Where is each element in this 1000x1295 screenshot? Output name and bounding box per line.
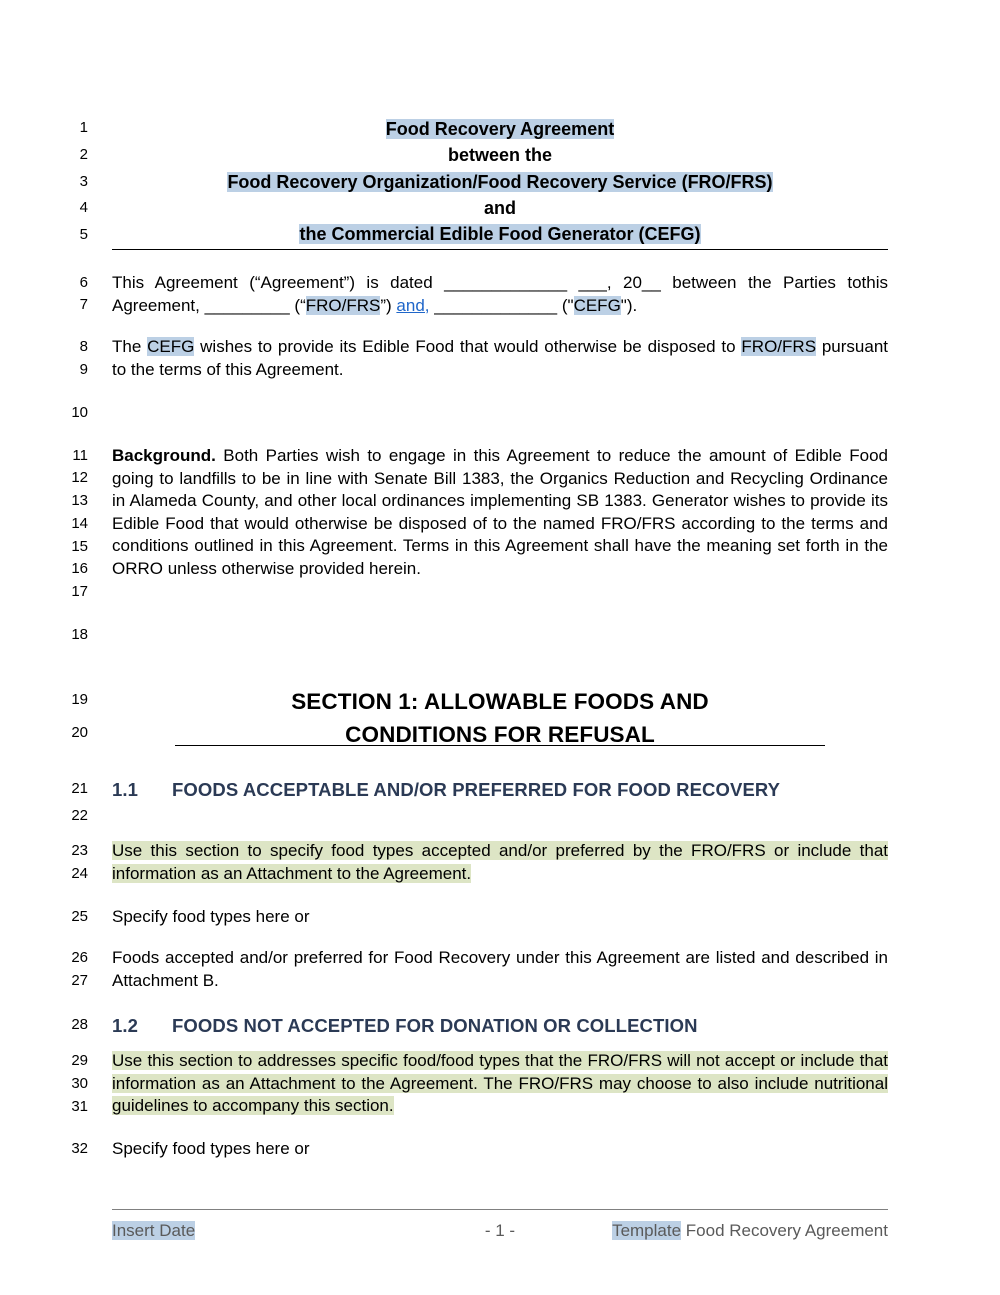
background-label: Background.: [112, 446, 216, 465]
line-number: 5: [79, 226, 88, 243]
line-number: 22: [71, 807, 88, 824]
subsection-1-2-prompt: [112, 1138, 888, 1161]
line-number: 19: [71, 691, 88, 708]
instruction-text: Use this section to specify food types accepted and/or preferred by the FRO/FRS or include that information as an Attachment to the Agreement.: [112, 841, 888, 883]
line-number: 4: [79, 199, 88, 216]
paragraph-wishes: [112, 336, 888, 381]
prompt-text: Specify food types here or: [112, 907, 310, 926]
line-number: 28: [71, 1016, 88, 1033]
line-number: 6: [79, 274, 88, 291]
background-body: Both Parties wish to engage in this Agreement to reduce the amount of Edible Food going to landfills to be in line with Senate Bill 1383, the Organics Reduction and Recycling Ordinance in Alameda County, and other local ordinances implementing SB 1383. Generator wishes to provide its Edible Food that would otherwise be disposed of to the named FRO/FRS according to the terms and conditions outlined in this Agreement. Terms in this Agreement shall have the meaning set forth in the ORRO unless otherwise provided herein.: [112, 446, 888, 578]
line-number: 14: [71, 515, 88, 532]
line-number: 17: [71, 583, 88, 600]
line-number: 3: [79, 173, 88, 190]
line-number: 32: [71, 1140, 88, 1157]
field-fro-frs: FRO/FRS: [741, 337, 817, 356]
parties-line-2-a: this Agreement, _________ (“: [112, 273, 888, 315]
line-number: 27: [71, 972, 88, 989]
parties-line-2-d: ").: [620, 295, 638, 315]
section-1-heading-line-1: SECTION 1: ALLOWABLE FOODS AND: [291, 689, 709, 714]
subsection-1-2-number: 1.2: [112, 1015, 139, 1036]
line-number: 29: [71, 1052, 88, 1069]
line-number: 12: [71, 469, 88, 486]
subsection-1-2-instruction: [112, 1050, 888, 1118]
insert-date-field: Insert Date: [112, 1221, 196, 1240]
field-cefg: CEFG: [147, 337, 195, 356]
title-line-5: [112, 221, 888, 247]
subsection-1-2-title: FOODS NOT ACCEPTED FOR DONATION OR COLLECTION: [172, 1015, 698, 1036]
subsection-1-1-body: [112, 947, 888, 992]
line-number: 13: [71, 492, 88, 509]
line-number: 15: [71, 538, 88, 555]
line-number: 16: [71, 560, 88, 577]
page-footer: [112, 1219, 888, 1243]
line-number: 1: [79, 119, 88, 136]
line-number: 8: [79, 338, 88, 355]
line-number: 7: [79, 296, 88, 313]
field-fro-frs: FRO/FRS: [305, 295, 381, 315]
field-cefg: CEFG: [573, 295, 621, 315]
line-number: 18: [71, 626, 88, 643]
line-number: 24: [71, 865, 88, 882]
tracked-insertion-and: and,: [396, 295, 430, 315]
parties-line-1: This Agreement (“Agreement”) is dated _____________ ___, 20__ between the Parties to: [112, 273, 862, 292]
doc-name-text: Food Recovery Agreement: [681, 1221, 888, 1240]
title-text: the Commercial Edible Food Generator (CEFG): [299, 224, 701, 245]
paragraph-parties: [112, 272, 888, 317]
paragraph-background: [112, 445, 888, 580]
line-number: 20: [71, 724, 88, 741]
subsection-1-1-instruction: [112, 840, 888, 885]
subsection-1-1-prompt: [112, 906, 888, 929]
line-number: 25: [71, 908, 88, 925]
document-title-block: [112, 116, 888, 247]
line-number: 10: [71, 404, 88, 421]
parties-line-2-b: ”): [380, 295, 397, 315]
parties-line-2-c: _____________ (": [429, 295, 574, 315]
line-number: 2: [79, 146, 88, 163]
section-1-heading-line-2: CONDITIONS FOR REFUSAL: [345, 722, 655, 747]
line-number: 9: [79, 361, 88, 378]
title-text: Food Recovery Organization/Food Recovery Service (FRO/FRS): [227, 171, 773, 192]
title-line-3: [112, 169, 888, 195]
line-number: 23: [71, 842, 88, 859]
line-number: 30: [71, 1075, 88, 1092]
instruction-text: Use this section to addresses specific food/food types that the FRO/FRS will not accept or include that information as an Attachment to the Agreement. The FRO/FRS may choose to also include nutritional guidelines to accompany this section.: [112, 1051, 888, 1115]
title-text: and: [483, 197, 516, 218]
footer-divider: [112, 1209, 888, 1210]
title-line-1: [112, 116, 888, 142]
subsection-1-1-number: 1.1: [112, 779, 139, 800]
title-divider: [112, 249, 888, 250]
line-number: 21: [71, 780, 88, 797]
prompt-text: Specify food types here or: [112, 1139, 310, 1158]
wishes-text-c: pursuant to the terms of this Agreement.: [112, 337, 888, 379]
title-line-4: [112, 195, 888, 221]
title-text: between the: [447, 145, 553, 166]
line-number: 11: [72, 447, 88, 464]
section-1-divider: [175, 745, 825, 746]
footer-page-number: - 1 -: [484, 1221, 516, 1240]
section-1-heading: [112, 685, 888, 751]
subsection-1-1-title: FOODS ACCEPTABLE AND/OR PREFERRED FOR FOOD RECOVERY: [172, 779, 781, 800]
line-number: 26: [71, 949, 88, 966]
title-line-2: [112, 142, 888, 168]
subsection-1-1-heading: [112, 777, 888, 804]
template-field: Template: [612, 1221, 682, 1240]
wishes-text-a: The: [112, 337, 148, 356]
subsection-1-2-heading: [112, 1013, 888, 1040]
footer-doc-name: [612, 1219, 888, 1243]
wishes-text-b: wishes to provide its Edible Food that would otherwise be disposed to: [194, 337, 742, 356]
body-text: Foods accepted and/or preferred for Food Recovery under this Agreement are listed and described in Attachment B.: [112, 948, 888, 990]
line-number: 31: [71, 1098, 88, 1115]
title-text: Food Recovery Agreement: [385, 119, 615, 139]
